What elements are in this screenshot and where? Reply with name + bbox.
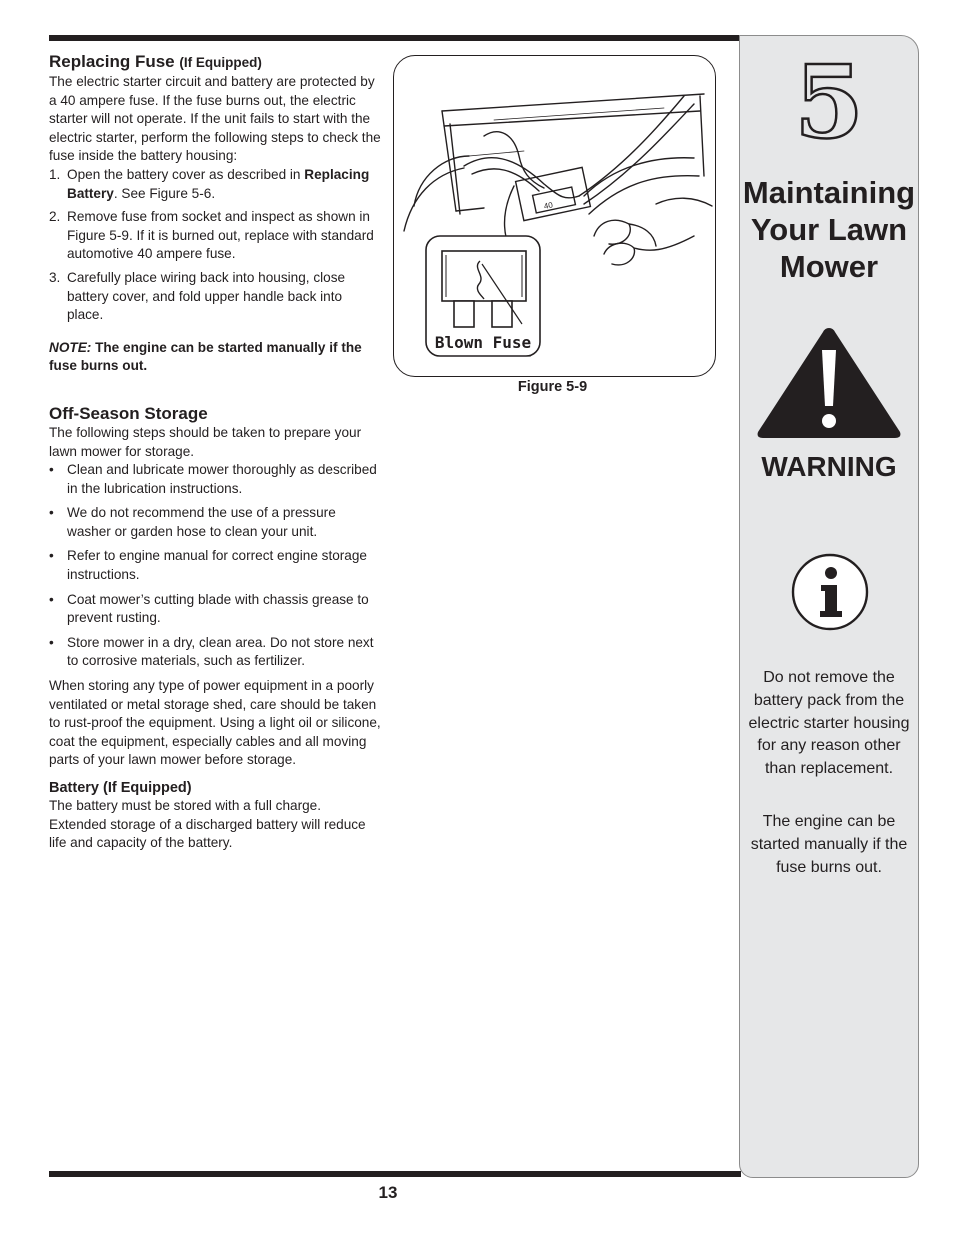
info-icon	[791, 553, 869, 631]
figure-5-9	[393, 55, 716, 377]
chapter-number: 5	[794, 43, 864, 161]
warning-triangle-icon	[754, 324, 904, 442]
storage-bullet: • Coat mower’s cutting blade with chassis grease to prevent rusting.	[49, 591, 369, 626]
figure-caption: Figure 5-9	[517, 379, 588, 395]
storage-bullet: • Clean and lubricate mower thoroughly as described in the lubrication instructions.	[49, 462, 377, 496]
fuse-illustration	[394, 56, 715, 376]
storage-heading: Off-Season Storage	[49, 403, 208, 423]
warning-label: WARNING	[761, 451, 897, 482]
fuse-note: NOTE: The engine can be started manually if the fuse burns out.	[49, 339, 362, 374]
chapter-sidebar	[739, 35, 919, 1178]
storage-intro: The following steps should be taken to prepare your lawn mower for storage.	[49, 424, 362, 459]
storage-bullet: • We do not recommend the use of a pressure washer or garden hose to clean your unit.	[49, 505, 336, 539]
chapter-title: Maintaining Your Lawn Mower	[742, 175, 916, 284]
blown-fuse-label: Blown Fuse	[434, 333, 532, 352]
blown-fuse-inset	[426, 236, 540, 356]
fuse-step: 3. Carefully place wiring back into housing, close battery cover, and fold upper handle back into place.	[49, 269, 346, 323]
fuse-step: 1. Open the battery cover as described in Replacing Battery. See Figure 5-6.	[49, 166, 370, 201]
info-text: The engine can be started manually if the fuse burns out.	[750, 813, 908, 876]
bottom-rule	[49, 1171, 741, 1177]
fuse-step: 2. Remove fuse from socket and inspect as shown in Figure 5-9. If it is burned out, replace with standard automotive 40 ampere fuse.	[49, 209, 374, 262]
warning-text: Do not remove the battery pack from the electric starter housing for any reason other than replacement.	[748, 669, 910, 778]
storage-bullet: • Refer to engine manual for correct engine storage instructions.	[49, 548, 367, 583]
battery-heading: Battery (If Equipped)	[49, 780, 192, 796]
fuse-steps	[49, 166, 381, 325]
storage-bullets	[49, 461, 381, 671]
storage-bullet: • Store mower in a dry, clean area. Do not store next to corrosive materials, such as fertilizer.	[49, 634, 374, 669]
battery-text: The battery must be stored with a full charge. Extended storage of a discharged battery will reduce life and capacity of the battery.	[49, 798, 366, 851]
main-text-column	[49, 52, 381, 853]
fuse-heading: Replacing Fuse (If Equipped)	[49, 52, 262, 71]
top-rule	[49, 35, 741, 41]
fuse-marking: 40	[543, 200, 554, 211]
storage-paragraph: When storing any type of power equipment in a poorly ventilated or metal storage shed, care should be taken to rust-proof the equipment. Using a light oil or silicone, coat the equipment, especially cables and all moving parts of your lawn mower before storage.	[49, 678, 381, 768]
page-number: 13	[378, 1183, 398, 1202]
fuse-intro: The electric starter circuit and battery are protected by a 40 ampere fuse. If the fuse burns out, the electric starter will not operate. If the unit fails to start with the electric starter, perform the following steps to check the fuse inside the battery housing:	[49, 74, 381, 164]
